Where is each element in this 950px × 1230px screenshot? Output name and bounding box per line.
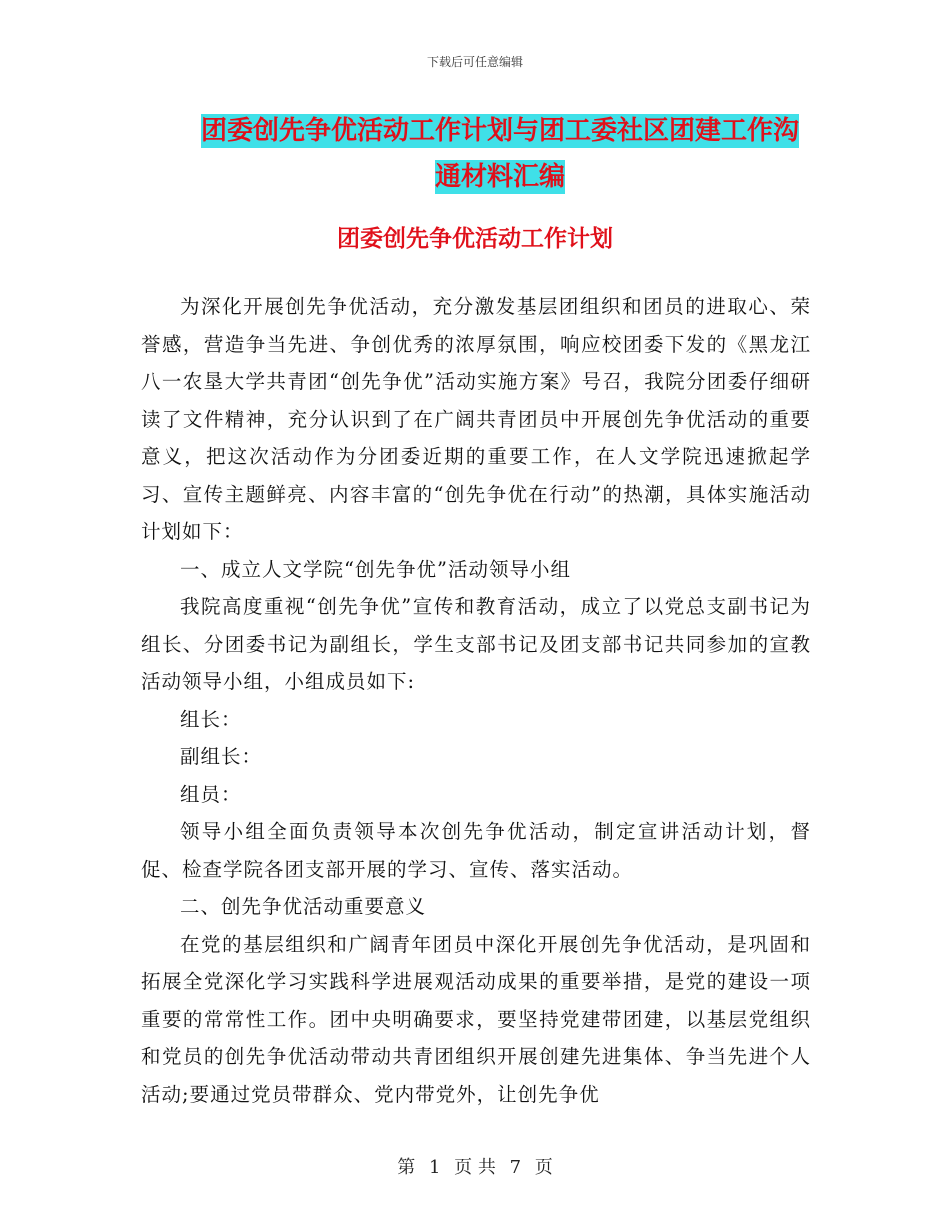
- footer-middle: 页 共: [454, 1157, 496, 1178]
- paragraph-group-duties: 领导小组全面负责领导本次创先争优活动，制定宣讲活动计划，督促、检查学院各团支部开展的学习、宣传、落实活动。: [141, 820, 811, 881]
- document-title: [140, 108, 860, 200]
- section-title: 团委创先争优活动工作计划: [337, 226, 613, 252]
- line-group-leader: 组长：: [180, 707, 242, 731]
- document-body: [141, 288, 811, 1113]
- line-deputy-leader: 副组长：: [180, 745, 263, 768]
- footer-suffix: 页: [534, 1157, 553, 1178]
- heading-leadership-group: 一、成立人文学院“创先争优”活动领导小组: [180, 557, 571, 581]
- footer-current-page: 1: [428, 1157, 441, 1178]
- document-title-line-2: 通材料汇编: [434, 162, 565, 192]
- paragraph-significance: 在党的基层组织和广阔青年团员中深化开展创先争优活动，是巩固和拓展全党深化学习实践科学进展观活动成果的重要举措，是党的建设一项重要的常常性工作。团中央明确要求，要坚持党建带团建，以基层党组织和党员的创先争优活动带动共青团组织开展创建先进集体、争当先进个人活动;要通过党员带群众、党内带党外，让创先争优: [141, 932, 811, 1106]
- page-footer: [0, 1153, 950, 1179]
- paragraph-intro: 为深化开展创先争优活动，充分激发基层团组织和团员的进取心、荣誉感，营造争当先进、争创优秀的浓厚氛围，响应校团委下发的《黑龙江八一农垦大学共青团“创先争优”活动实施方案》号召，我院分团委仔细研读了文件精神，充分认识到了在广阔共青团员中开展创先争优活动的重要意义，把这次活动作为分团委近期的重要工作，在人文学院迅速掀起学习、宣传主题鲜亮、内容丰富的“创先争优在行动”的热潮，具体实施活动计划如下：: [141, 295, 811, 543]
- line-group-members: 组员：: [180, 782, 242, 806]
- heading-significance: 二、创先争优活动重要意义: [180, 895, 427, 918]
- header-note: 下载后可任意编辑: [426, 55, 523, 69]
- document-title-line-1: 团委创先争优活动工作计划与团工委社区团建工作沟: [200, 116, 799, 146]
- footer-total-pages: 7: [509, 1157, 522, 1178]
- paragraph-leadership-group: 我院高度重视“创先争优”宣传和教育活动，成立了以党总支副书记为组长、分团委书记为副组长，学生支部书记及团支部书记共同参加的宣教活动领导小组，小组成员如下:: [141, 595, 811, 693]
- footer-prefix: 第: [397, 1157, 416, 1178]
